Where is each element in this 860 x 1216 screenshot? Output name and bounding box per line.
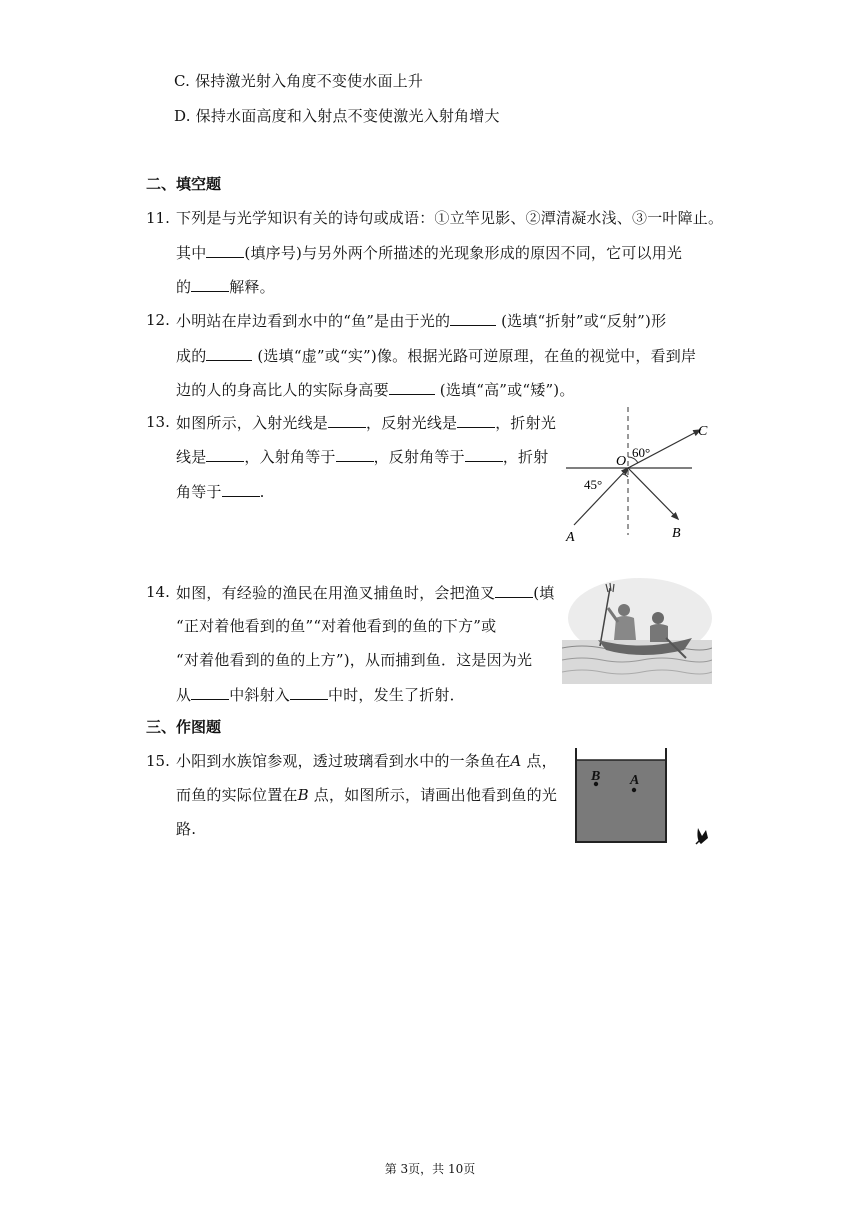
fisherman-boat-illustration xyxy=(562,578,712,684)
q14-text: 从 xyxy=(176,686,192,704)
answer-blank[interactable] xyxy=(222,481,260,497)
answer-blank[interactable] xyxy=(465,446,503,462)
q14-line4 xyxy=(176,684,465,705)
q13-text: 如图所示，入射光线是 xyxy=(176,414,329,432)
q13-line1 xyxy=(176,412,556,433)
q12-text: (选填“折射”或“反射”)形 xyxy=(496,312,667,330)
label-a: A xyxy=(630,773,640,788)
q15-point-a: A xyxy=(510,752,522,770)
q12-line3 xyxy=(176,379,575,400)
q15-text: 点， xyxy=(521,752,557,770)
label-b: B xyxy=(672,526,681,541)
option-c-letter: C. xyxy=(174,72,191,90)
q15-line3: 路. xyxy=(176,820,197,838)
q13-text: . xyxy=(259,483,265,501)
answer-blank[interactable] xyxy=(389,379,435,395)
q12-text: 小明站在岸边看到水中的“鱼”是由于光的 xyxy=(176,312,451,330)
q15-text: 小阳到水族馆参观，透过玻璃看到水中的一条鱼在 xyxy=(176,752,511,770)
q15-line1 xyxy=(176,751,557,771)
option-d-letter: D. xyxy=(174,107,191,125)
q13-line3 xyxy=(176,481,265,502)
label-c: C xyxy=(698,424,708,439)
q12-line2 xyxy=(176,345,696,366)
question-number-15: 15. xyxy=(146,752,170,770)
q14-text: 中时，发生了折射． xyxy=(328,686,465,704)
q13-text: ，反射光线是 xyxy=(366,414,458,432)
angle-arc-45 xyxy=(622,474,628,477)
q11-line2 xyxy=(176,242,682,263)
q13-text: 线是 xyxy=(176,448,207,466)
q13-text: ，折射 xyxy=(502,448,549,466)
answer-blank[interactable] xyxy=(206,446,244,462)
q11-line3 xyxy=(176,276,275,297)
answer-blank[interactable] xyxy=(450,310,496,326)
ray-ob xyxy=(628,468,678,519)
q14-text: (填 xyxy=(533,584,555,602)
angle-label-45: 45° xyxy=(584,477,603,492)
q14-line3: “对着他看到的鱼的上方”)，从而捕到鱼．这是因为光 xyxy=(176,651,533,669)
q12-line1 xyxy=(176,310,666,331)
option-d xyxy=(174,106,500,126)
question-number-12: 12. xyxy=(146,311,170,329)
aquarium-diagram xyxy=(572,744,722,850)
answer-blank[interactable] xyxy=(495,582,533,598)
label-o: O xyxy=(616,454,627,469)
page-footer: 第 3页，共 10页 xyxy=(384,1162,476,1176)
q11-text: 的 xyxy=(176,278,192,296)
option-d-text: 保持水面高度和入射点不变使激光入射角增大 xyxy=(195,107,500,125)
q12-text: (选填“高”或“矮”)。 xyxy=(434,381,575,399)
question-number-14: 14. xyxy=(146,583,170,601)
q11-text: 解释。 xyxy=(229,278,275,296)
section-heading-fill-blank: 二、填空题 xyxy=(146,175,222,193)
q13-text: 角等于 xyxy=(176,483,222,501)
answer-blank[interactable] xyxy=(336,446,374,462)
label-b: B xyxy=(591,769,601,784)
question-number-11: 11. xyxy=(146,209,170,227)
q14-line2: “正对着他看到的鱼”“对着他看到的鱼的下方”或 xyxy=(176,617,497,635)
q15-point-b: B xyxy=(297,786,309,804)
answer-blank[interactable] xyxy=(328,412,366,428)
section-heading-drawing: 三、作图题 xyxy=(146,718,222,736)
point-a-dot xyxy=(632,788,636,792)
answer-blank[interactable] xyxy=(191,276,229,292)
option-c xyxy=(174,71,423,91)
option-c-text: 保持激光射入角度不变使水面上升 xyxy=(195,72,424,90)
q12-text: 边的人的身高比人的实际身高要 xyxy=(176,381,389,399)
answer-blank[interactable] xyxy=(206,242,244,258)
answer-blank[interactable] xyxy=(457,412,495,428)
q13-text: ，折射光 xyxy=(495,414,557,432)
q11-text: (填序号)与另外两个所描述的光现象形成的原因不同，它可以用光 xyxy=(244,244,683,262)
q13-line2 xyxy=(176,446,548,467)
q14-text: 中斜射入 xyxy=(229,686,291,704)
angle-label-60: 60° xyxy=(632,445,651,460)
q13-text: ，反射角等于 xyxy=(373,448,465,466)
q15-line2 xyxy=(176,785,557,805)
q14-line1 xyxy=(176,582,554,603)
answer-blank[interactable] xyxy=(206,345,252,361)
question-number-13: 13. xyxy=(146,413,170,431)
answer-blank[interactable] xyxy=(191,684,229,700)
answer-blank[interactable] xyxy=(290,684,328,700)
q12-text: (选填“虚”或“实”)像。根据光路可逆原理，在鱼的视觉中，看到岸 xyxy=(252,347,697,365)
q13-text: ，入射角等于 xyxy=(244,448,336,466)
q15-text: 而鱼的实际位置在 xyxy=(176,786,298,804)
q15-text: 点，如图所示，请画出他看到鱼的光 xyxy=(308,786,558,804)
q11-line1: 下列是与光学知识有关的诗句或成语：①立竿见影、②潭清凝水浅、③一叶障止。 xyxy=(176,209,724,227)
q14-text: 如图，有经验的渔民在用渔叉捕鱼时，会把渔叉 xyxy=(176,584,496,602)
q11-text: 其中 xyxy=(176,244,207,262)
label-a: A xyxy=(566,530,575,545)
q12-text: 成的 xyxy=(176,347,207,365)
refraction-diagram xyxy=(560,405,710,550)
